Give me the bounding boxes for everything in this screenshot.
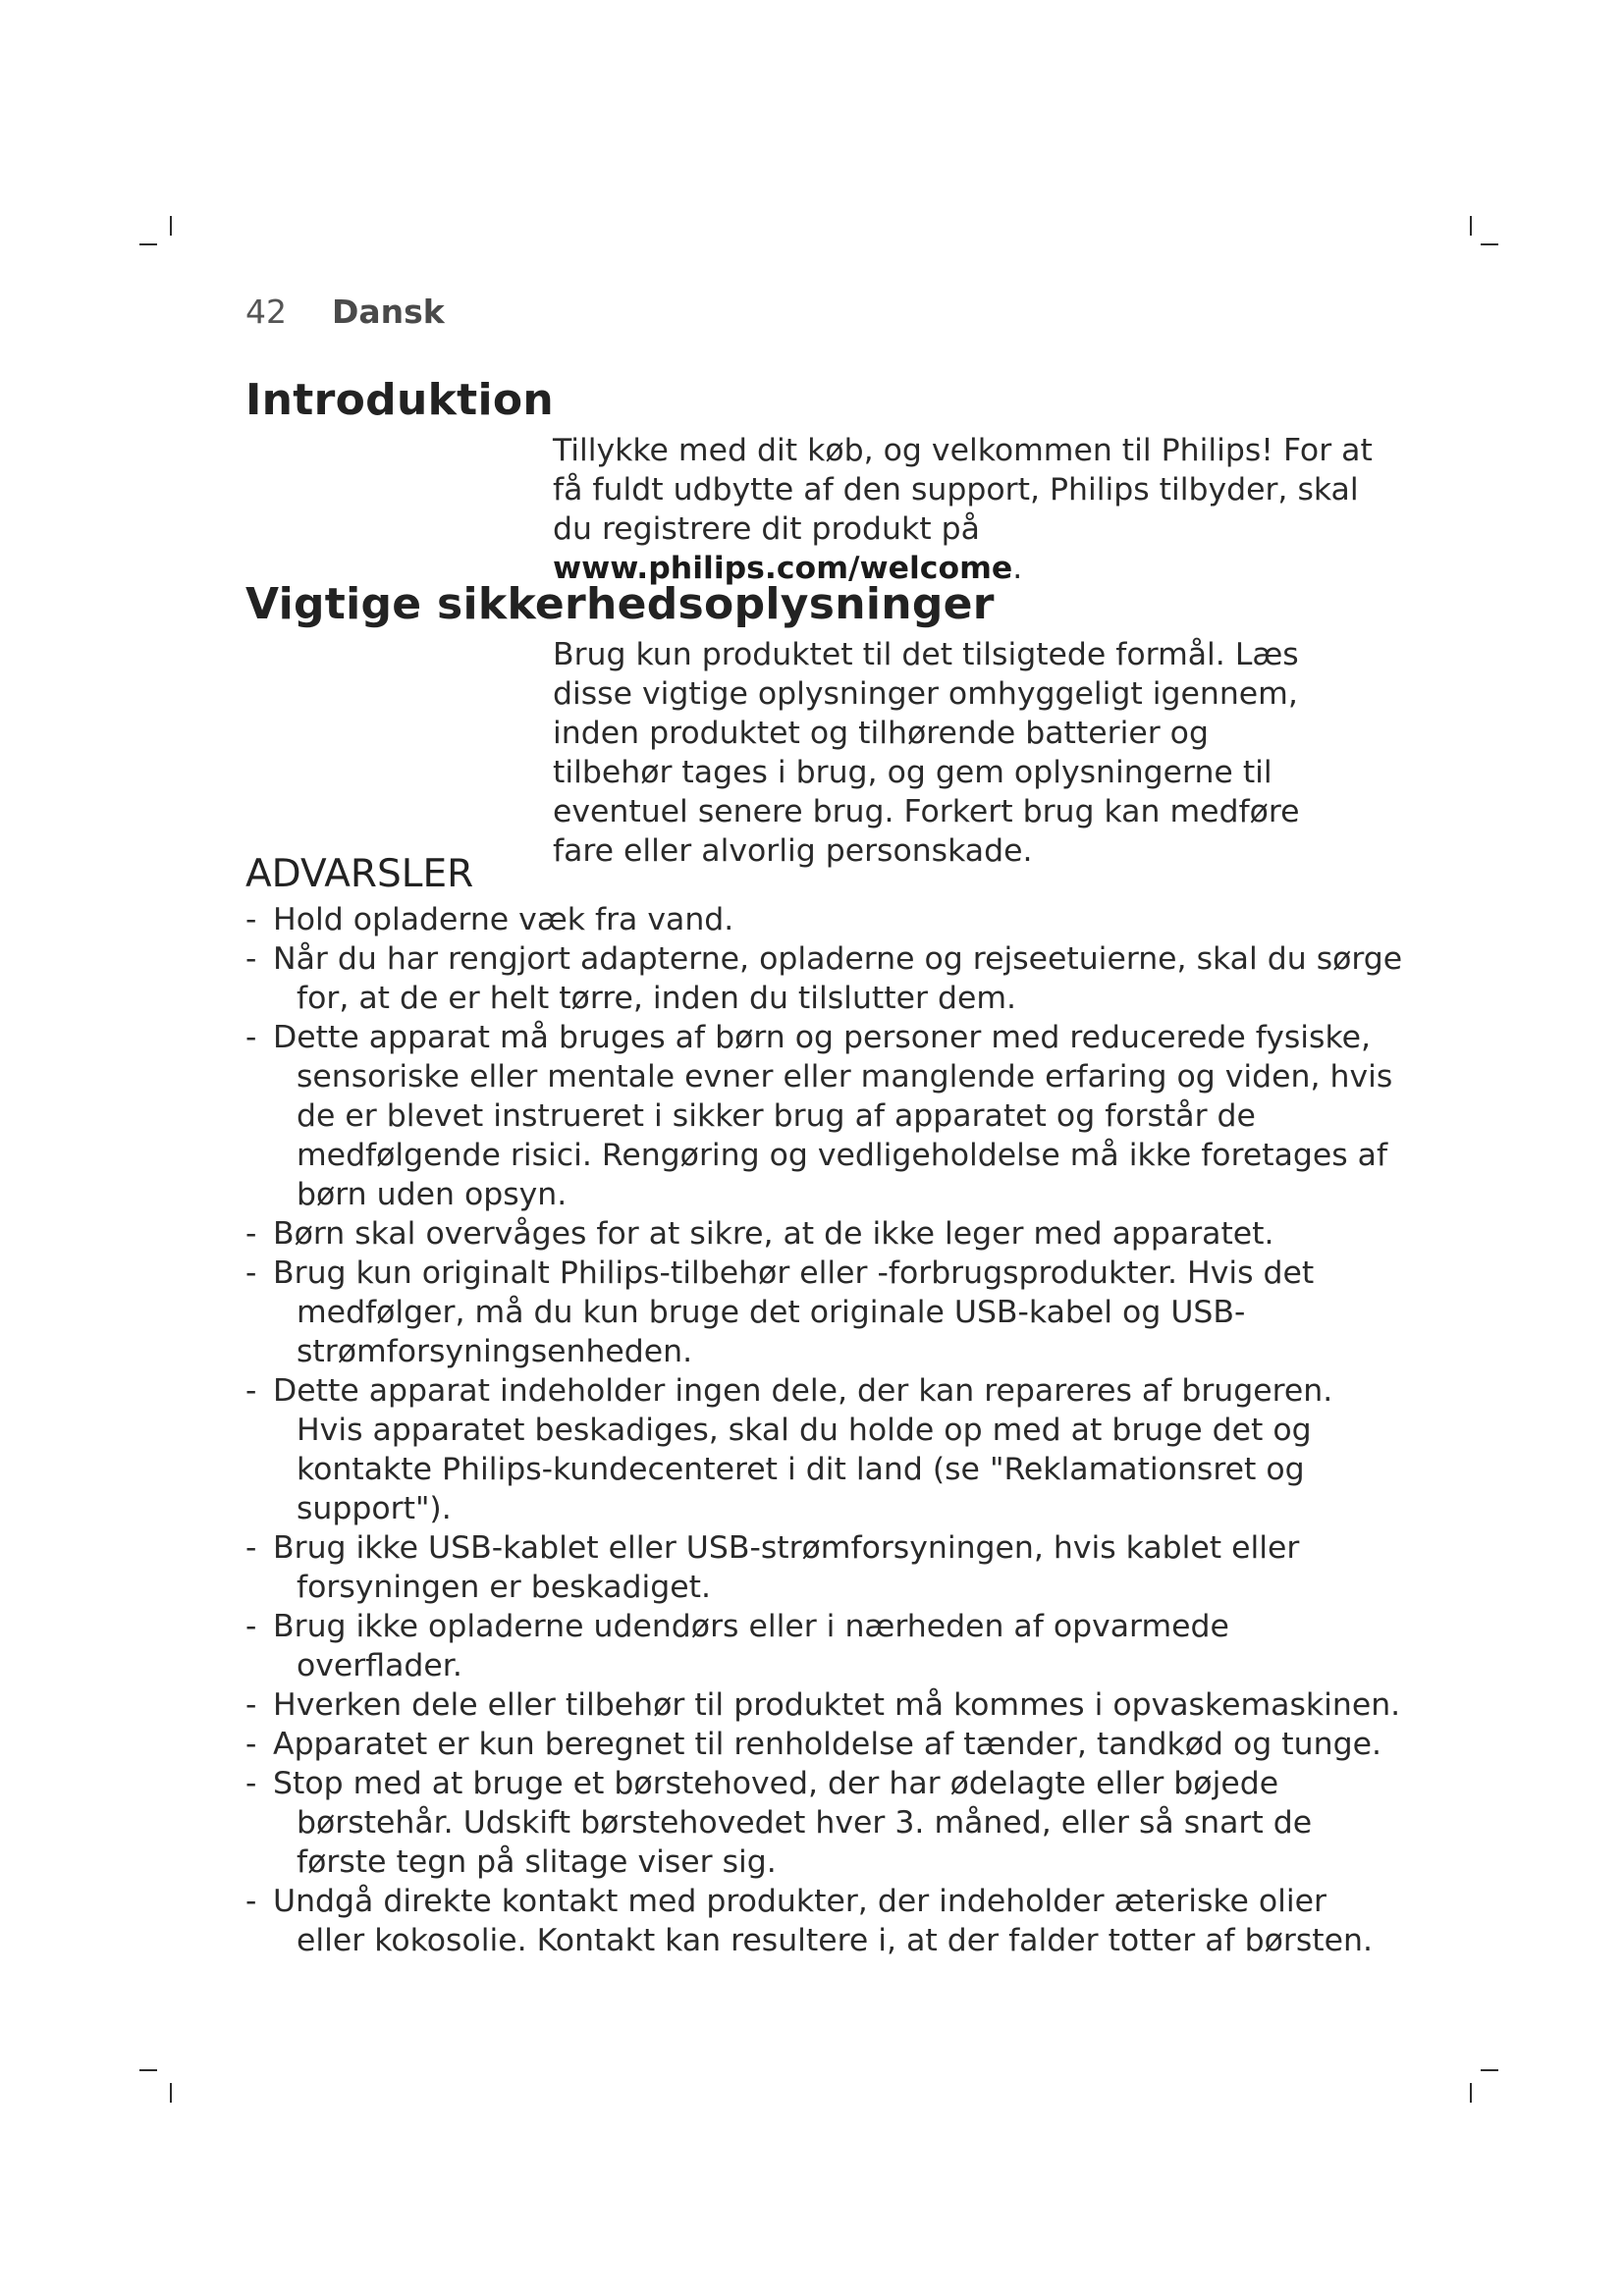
bullet-dash: - [245, 1766, 257, 1801]
bullet-dash: - [245, 1020, 257, 1055]
welcome-link[interactable]: www.philips.com/welcome [553, 551, 1013, 586]
crop-mark-top-left-h [139, 243, 157, 245]
bullet-dash: - [245, 941, 257, 977]
warning-item [245, 1018, 1404, 1214]
warning-item [245, 1371, 1404, 1528]
crop-mark-top-left-v [170, 216, 172, 236]
safety-paragraph: Brug kun produktet til det tilsigtede formål. Læs disse vigtige oplysninger omhyggeligt igennem, inden produktet og tilhørende batterier og tilbehør tages i brug, og gem oplysningerne til eventuel senere brug. Forkert brug kan medføre fare eller alvorlig personskade. [553, 637, 1300, 869]
bullet-dash: - [245, 1255, 257, 1291]
intro-heading: Introduktion [245, 375, 555, 425]
warning-text: Brug kun originalt Philips-tilbehør eller -forbrugsprodukter. Hvis det medfølger, må du kun bruge det originale USB-kabel og USB-strømforsyningsenheden. [273, 1255, 1315, 1369]
bullet-dash: - [245, 1687, 257, 1723]
crop-mark-bottom-left-h [139, 2069, 157, 2071]
bullet-dash: - [245, 902, 257, 937]
warning-item [245, 900, 1404, 939]
warning-item [245, 1214, 1404, 1254]
crop-mark-bottom-left-v [170, 2083, 172, 2103]
intro-text-end: . [1012, 551, 1023, 586]
bullet-dash: - [245, 1609, 257, 1644]
warning-text: Undgå direkte kontakt med produkter, der indeholder æteriske olier eller kokosolie. Kontakt kan resultere i, at der falder totter af børsten. [273, 1884, 1373, 1958]
crop-mark-bottom-right-v [1470, 2083, 1472, 2103]
warning-item [245, 1685, 1404, 1725]
warnings-list [245, 900, 1404, 1960]
warning-text: Når du har rengjort adapterne, opladerne og rejseetuierne, skal du sørge for, at de er helt tørre, inden du tilslutter dem. [273, 941, 1403, 1016]
bullet-dash: - [245, 1373, 257, 1409]
warning-item [245, 1882, 1404, 1960]
warning-item [245, 1528, 1404, 1607]
bullet-dash: - [245, 1727, 257, 1762]
crop-mark-top-right-h [1481, 243, 1498, 245]
warning-item [245, 939, 1404, 1018]
warning-item [245, 1607, 1404, 1685]
intro-paragraph [553, 431, 1397, 588]
warning-item [245, 1254, 1404, 1371]
safety-heading: Vigtige sikkerhedsoplysninger [245, 579, 995, 629]
warnings-heading: ADVARSLER [245, 852, 474, 896]
warning-text: Dette apparat må bruges af børn og personer med reducerede fysiske, sensoriske eller mentale evner eller manglende erfaring og viden, hvis de er blevet instrueret i sikker brug af apparatet og forstår de medfølgende risici. Rengøring og vedligeholdelse må ikke foretages af børn uden opsyn. [273, 1020, 1393, 1212]
bullet-dash: - [245, 1884, 257, 1919]
intro-text: Tillykke med dit køb, og velkommen til Philips! For at få fuldt udbytte af den support, Philips tilbyder, skal du registrere dit produkt på [553, 433, 1373, 547]
warning-item [245, 1764, 1404, 1882]
warning-text: Hold opladerne væk fra vand. [273, 902, 734, 937]
bullet-dash: - [245, 1530, 257, 1566]
crop-mark-top-right-v [1470, 216, 1472, 236]
page-header [245, 293, 445, 331]
warning-text: Apparatet er kun beregnet til renholdelse af tænder, tandkød og tunge. [273, 1727, 1381, 1762]
language-label: Dansk [332, 293, 445, 331]
bullet-dash: - [245, 1216, 257, 1252]
warning-text: Dette apparat indeholder ingen dele, der kan repareres af brugeren. Hvis apparatet beskadiges, skal du holde op med at bruge det og kontakte Philips-kundecenteret i dit land (se "Reklamationsret og support"). [273, 1373, 1333, 1526]
warning-text: Brug ikke USB-kablet eller USB-strømforsyningen, hvis kablet eller forsyningen er beskadiget. [273, 1530, 1300, 1605]
warning-text: Brug ikke opladerne udendørs eller i nærheden af opvarmede overflader. [273, 1609, 1229, 1683]
warning-text: Stop med at bruge et børstehoved, der har ødelagte eller bøjede børstehår. Udskift børstehovedet hver 3. måned, eller så snart de første tegn på slitage viser sig. [273, 1766, 1313, 1880]
crop-mark-bottom-right-h [1481, 2069, 1498, 2071]
warning-text: Hverken dele eller tilbehør til produktet må kommes i opvaskemaskinen. [273, 1687, 1401, 1723]
warning-item [245, 1725, 1404, 1764]
warning-text: Børn skal overvåges for at sikre, at de ikke leger med apparatet. [273, 1216, 1274, 1252]
page-number: 42 [245, 293, 287, 331]
